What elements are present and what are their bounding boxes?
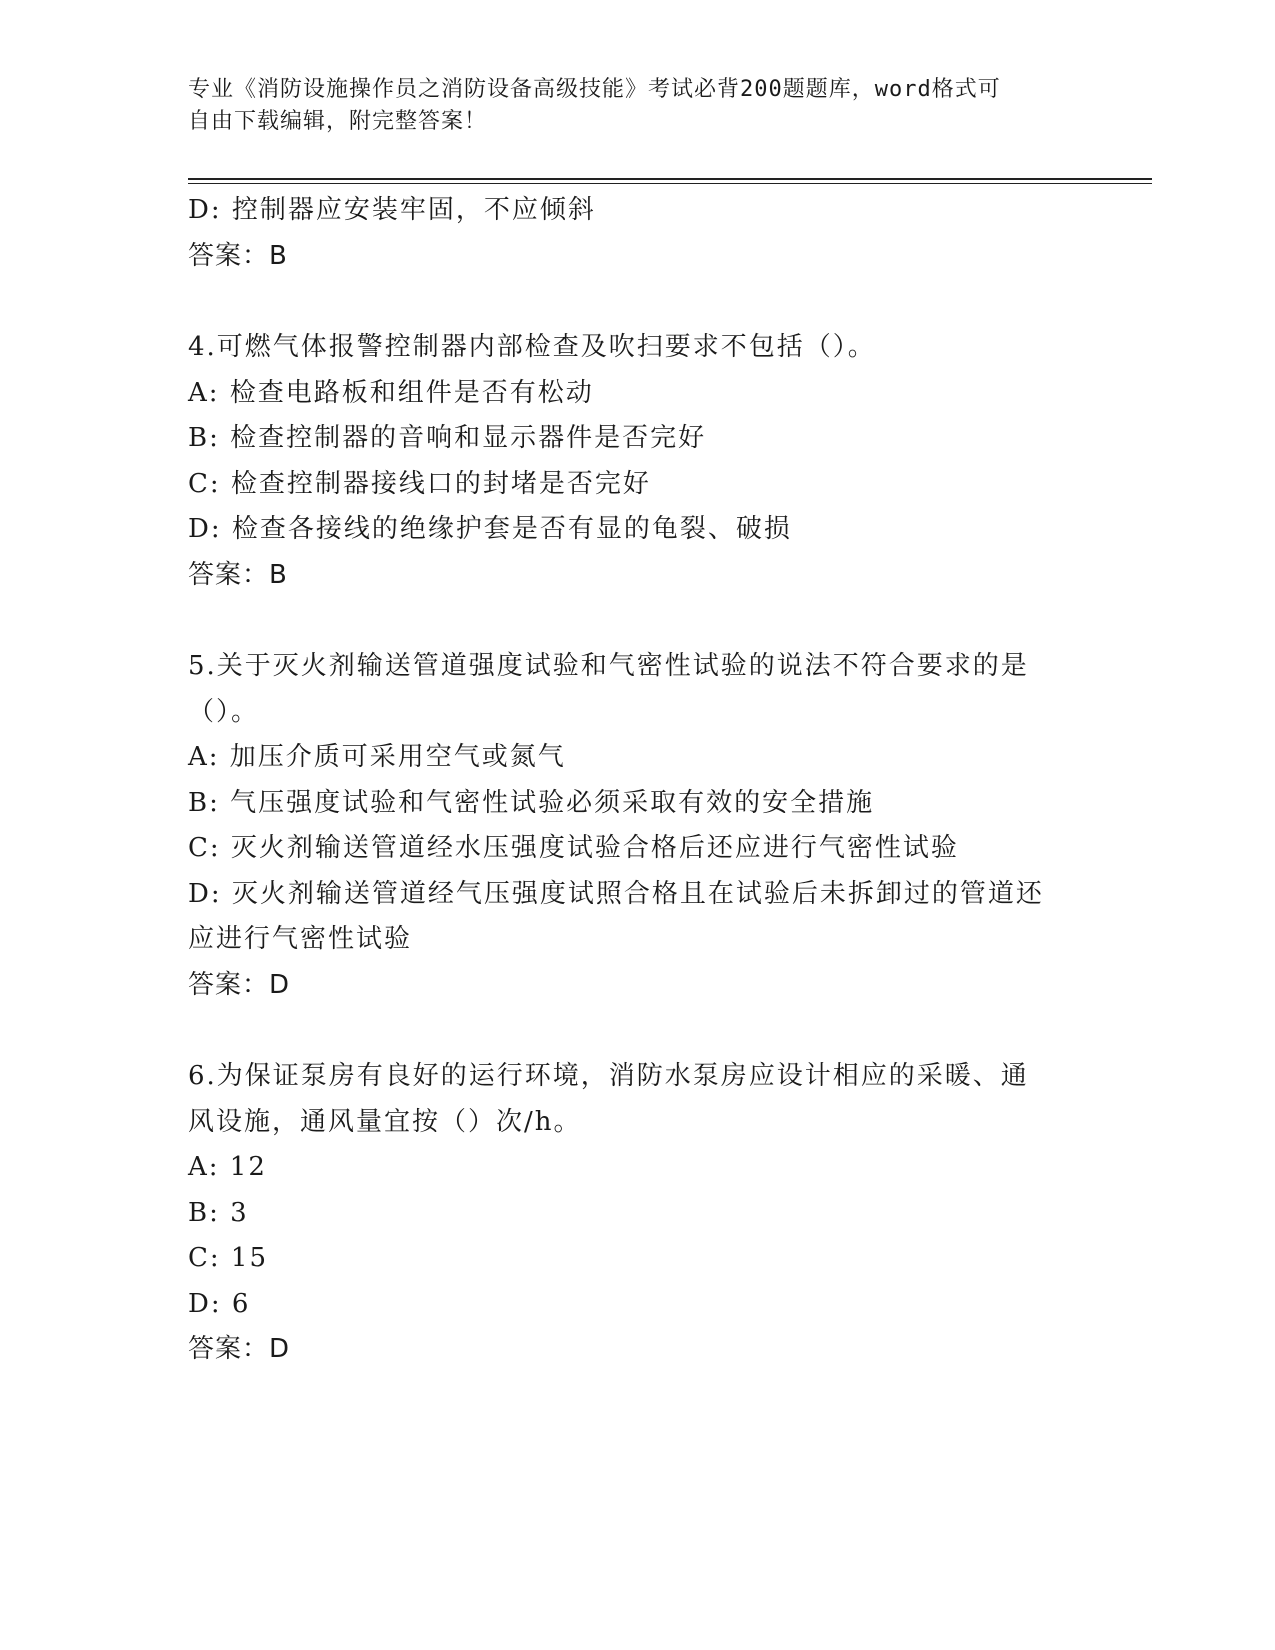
option-b: B: 3: [188, 1197, 249, 1228]
option-c: C: 15: [188, 1243, 269, 1273]
question-6: [188, 1054, 1088, 1373]
question-5: [188, 644, 1088, 1008]
question-list: [188, 188, 1088, 1373]
header-divider-thin: [188, 183, 1152, 184]
spacer: [188, 279, 1088, 325]
question-text-line-1: 5.关于灭火剂输送管道强度试验和气密性试验的说法不符合要求的是: [188, 651, 1029, 681]
option-b: B: 气压强度试验和气密性试验必须采取有效的安全措施: [188, 787, 875, 818]
header-title-line-2: 自由下载编辑，附完整答案！: [188, 109, 488, 134]
answer-line: 答案：D: [188, 1334, 291, 1364]
header-divider-thick: [188, 178, 1152, 180]
spacer: [188, 1008, 1088, 1054]
spacer: [188, 598, 1088, 644]
option-b: B: 检查控制器的音响和显示器件是否完好: [188, 423, 707, 453]
answer-line: 答案：B: [188, 559, 288, 590]
option-c: C: 检查控制器接线口的封堵是否完好: [188, 468, 651, 499]
answer-line: 答案：B: [188, 240, 288, 271]
question-text-line-2: （）。: [188, 696, 260, 727]
question-text-line-1: 6.为保证泵房有良好的运行环境，消防水泵房应设计相应的采暖、通: [188, 1061, 1029, 1091]
question-4: [188, 325, 1088, 598]
option-c: C: 灭火剂输送管道经水压强度试验合格后还应进行气密性试验: [188, 833, 959, 863]
option-a: A: 检查电路板和组件是否有松动: [188, 377, 594, 408]
answer-line: 答案：D: [188, 969, 291, 1000]
option-d: D: 6: [188, 1288, 251, 1319]
question-text-line-2: 风设施，通风量宜按（）次/h。: [188, 1106, 582, 1137]
option-d: D: 控制器应安装牢固，不应倾斜: [188, 195, 596, 225]
document-header: [188, 74, 1068, 138]
option-d-line-1: D: 灭火剂输送管道经气压强度试照合格且在试验后未拆卸过的管道还: [188, 878, 1044, 909]
option-a: A: 加压介质可采用空气或氮气: [188, 742, 566, 772]
option-d: D: 检查各接线的绝缘护套是否有显的龟裂、破损: [188, 514, 792, 544]
header-title-line-1: 专业《消防设施操作员之消防设备高级技能》考试必背200题题库，word格式可: [188, 77, 1001, 102]
option-d-line-2: 应进行气密性试验: [188, 924, 413, 954]
option-a: A: 12: [188, 1152, 267, 1182]
question-text: 4.可燃气体报警控制器内部检查及吹扫要求不包括（）。: [188, 332, 876, 362]
question-3-tail: [188, 188, 1088, 279]
